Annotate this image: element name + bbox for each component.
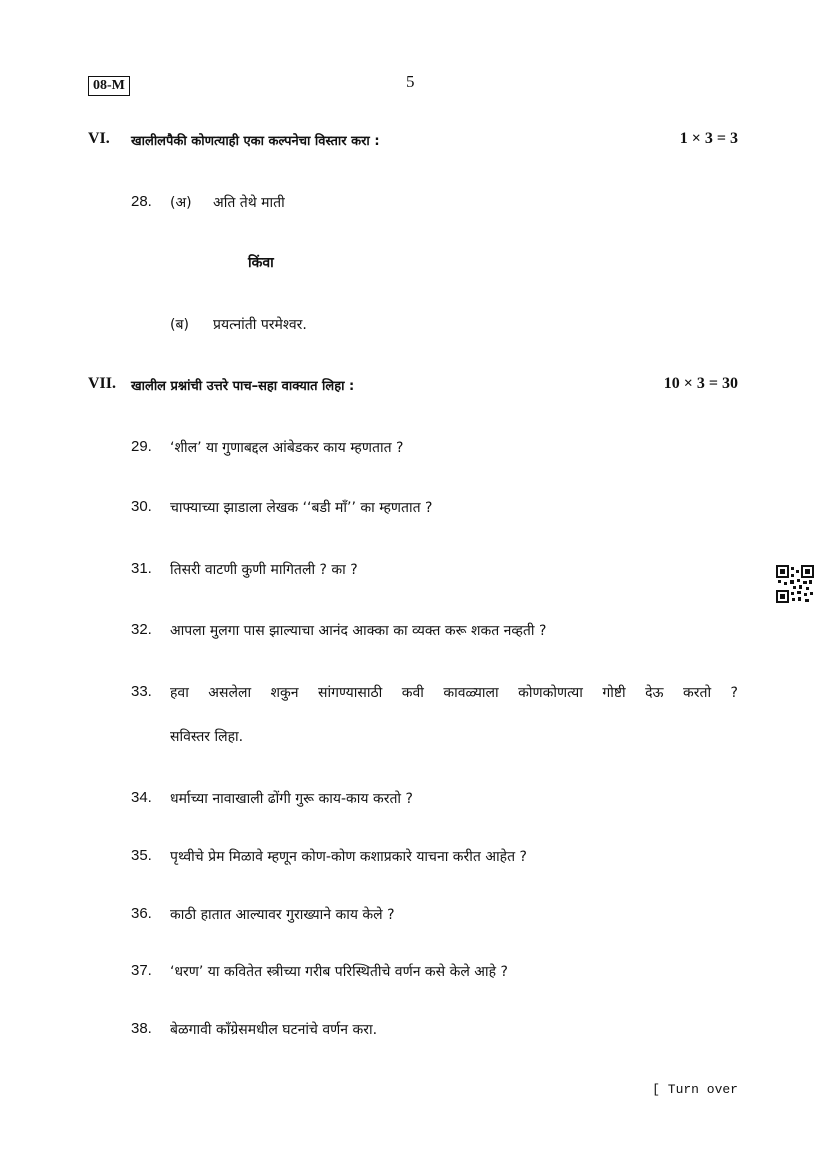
question-number: 35. — [131, 847, 152, 864]
option-b-label: (ब) — [170, 317, 189, 333]
option-a-label: (अ) — [170, 195, 192, 211]
question-text: हवा असलेला शकुन सांगण्यासाठी कवी कावळ्याला कोणकोणत्या गोष्टी देऊ करतो ? — [170, 685, 738, 701]
section-vi-number: VI. — [88, 130, 110, 147]
section-vii-number: VII. — [88, 375, 117, 392]
option-a-text: अति तेथे माती — [213, 195, 285, 211]
question-text: ‘धरण’ या कवितेत स्त्रीच्या गरीब परिस्थितीचे वर्णन कसे केले आहे ? — [170, 964, 508, 980]
question-number: 30. — [131, 498, 152, 515]
qr-code-icon — [776, 565, 814, 603]
question-number-28: 28. — [131, 193, 152, 210]
question-number: 37. — [131, 962, 152, 979]
section-vi-marks: 1 × 3 = 3 — [679, 130, 738, 147]
question-number: 32. — [131, 621, 152, 638]
question-number: 31. — [131, 560, 152, 577]
question-text: चाफ्याच्या झाडाला लेखक ‘‘बडी माँ’’ का म्हणतात ? — [170, 500, 433, 516]
question-number: 38. — [131, 1020, 152, 1037]
question-number: 29. — [131, 438, 152, 455]
question-text: पृथ्वीचे प्रेम मिळावे म्हणून कोण-कोण कशाप्रकारे याचना करीत आहेत ? — [170, 849, 527, 865]
question-text: बेळगावी काँग्रेसमधील घटनांचे वर्णन करा. — [170, 1022, 378, 1038]
question-number: 33. — [131, 683, 152, 700]
turn-over-note: [ Turn over — [652, 1082, 738, 1097]
or-separator: किंवा — [248, 255, 274, 271]
page-number: 5 — [406, 72, 415, 91]
paper-code: 08-M — [88, 76, 130, 96]
section-vi-title: खालीलपैकी कोणत्याही एका कल्पनेचा विस्तार करा : — [131, 134, 380, 149]
question-text: धर्माच्या नावाखाली ढोंगी गुरू काय-काय करतो ? — [170, 791, 413, 807]
section-vii-marks: 10 × 3 = 30 — [663, 375, 738, 392]
question-text: तिसरी वाटणी कुणी मागितली ? का ? — [170, 562, 358, 578]
question-text-continuation: सविस्तर लिहा. — [170, 729, 244, 745]
question-text: आपला मुलगा पास झाल्याचा आनंद आक्का का व्यक्त करू शकत नव्हती ? — [170, 623, 547, 639]
question-text: ‘शील’ या गुणाबद्दल आंबेडकर काय म्हणतात ? — [170, 440, 404, 456]
option-b-text: प्रयत्नांती परमेश्वर. — [213, 317, 307, 333]
question-number: 34. — [131, 789, 152, 806]
question-text: काठी हातात आल्यावर गुराख्याने काय केले ? — [170, 907, 395, 923]
question-number: 36. — [131, 905, 152, 922]
section-vii-title: खालील प्रश्नांची उत्तरे पाच–सहा वाक्यात लिहा : — [131, 379, 355, 394]
